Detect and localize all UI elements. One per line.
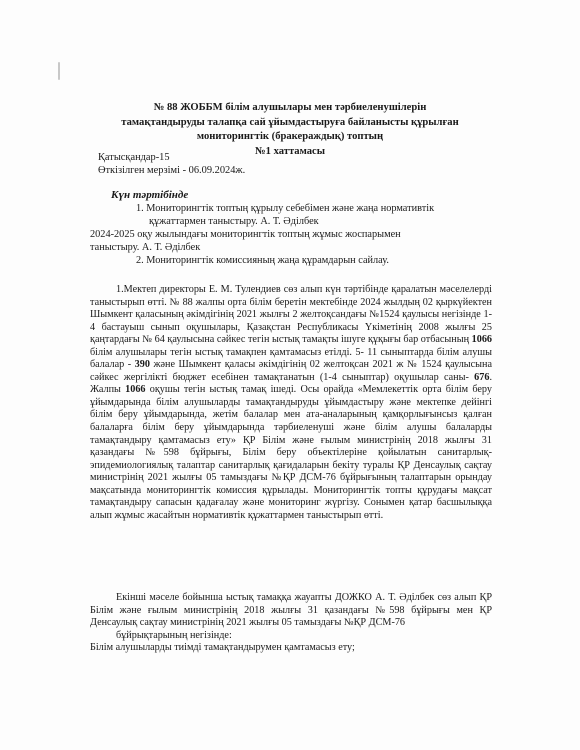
agenda-plan-line-cont: таныстыру. А. Т. Әділбек — [90, 242, 201, 253]
paragraph-4: Білім алушыларды тиімді тамақтандырумен қамтамасыз ету; — [90, 642, 355, 654]
count-total: 1066 — [125, 384, 146, 396]
paragraph-2: Екінші мәселе бойынша ыстық тамаққа жауапты ДОЖКО А. Т. Әділбек сөз алып ҚР Білім және ғылым министрінің 2018 жылғы 31 қазандағы №598 бұйрығы мен ҚР Денсаулық сақтау министрінің 2021 жылғы 05 тамыздағы №ҚР ДСМ-76 — [90, 592, 492, 629]
agenda-item-1: 1. Мониторингтік топтың құрылу себебімен және жаңа нормативтік — [136, 203, 435, 214]
agenda-item-2: 2. Мониторингтік комиссияның жаңа құрамдарын сайлау. — [136, 255, 389, 266]
title-line-2: тамақтандыруды талапқа сай ұйымдастыруға байланысты құрылған — [121, 116, 459, 128]
count-1-4: 676 — [474, 371, 490, 383]
punch-hole-mark — [58, 62, 60, 80]
title-line-4: №1 хаттамасы — [254, 145, 326, 157]
count-free-meals: 1066 — [471, 334, 492, 346]
paragraph-1: 1.Мектеп директоры Е. М. Тулендиев сөз алып күн тәртібінде қаралатын мәселелерді таныстырып өтті. № 88 жалпы орта білім беретін мектебінде 2024 жылдың 02 қыркүйектен Шымкент қаласының әкімдігінің 2021 жылғы 2 желтоқсандағы №1524 қаулысы негізінде 1-4 бастауыш сынып оқушылары, Қазақстан Республикасы Үкіметінің 2008 жылғы 25 қаңтардағы № 64 қаулысына сәйкес тегін ыстық тамақты ішуге құқығы бар отбасының 1066 білім алушылары тегін ыстық тамақпен қамтамасыз етілді. 5- 11 сыныптарда білім алушы балалар - 390 және Шымкент қаласы әкімдігінің 02 желтоқсан 2021 ж № 1524 қаулысына сәйкес жергілікті бюджет есебінен тамақтанатын (1-4 сыныптар) оқушылар саны- 676. Жалпы 1066 оқушы тегін ыстық тамақ ішеді. Осы орайда «Мемлекеттік орта білім беру ұйымдарында білім алушыларды тамақтандыруды ұйымдастыру және мектепке дейінгі білім беру ұйымдарында, жетім балалар мен ата-аналарының қамқорлығынсыз қалған балаларға білім беру ұйымдарында тәрбиеленуші және білім алушы балаларды тамақтандыру қамтамасыз ету» ҚР Білім және ғылым министрінің 2018 жылғы 31 қазандағы №598 бұйрығы, Білім беру объектілеріне қойылатын санитарлық-эпидемиологиялық талаптар санитарлық қағидаларын бекіту туралы ҚР Денсаулық сақтау министрінің 2021 жылғы 05 тамыздағы №ҚР ДСМ-76 бұйрығының талаптарын орындау мақсатында мониторингтік комиссия құрылады. Мониторингтік топты құрудағы мақсат тамақтандыру сапасын қадағалау және мониторинг жүргізу. Сонымен қатар басшылыққа алып жұмыс жасайтын нормативтік құжаттармен таныстырып өтті. — [90, 284, 492, 521]
meta-block — [98, 152, 245, 177]
minutes-tail — [90, 592, 492, 655]
agenda-item-1-cont: құжаттармен таныстыру. А. Т. Әділбек — [149, 216, 319, 227]
minutes-body — [90, 284, 492, 522]
participants-count: Қатысқандар-15 — [98, 152, 170, 163]
paragraph-3: бұйрықтарының негізінде: — [116, 629, 232, 641]
title-line-3: мониторингтік (бракераждық) топтың — [196, 131, 384, 143]
agenda-plan-line: 2024-2025 оқу жылындағы мониторингтік топтың жұмыс жоспарымен — [90, 229, 401, 240]
document-title — [105, 101, 475, 159]
meeting-date: Өткізілген мерзімі - 06.09.2024ж. — [98, 164, 246, 176]
count-5-11: 390 — [134, 359, 150, 371]
agenda-heading: Күн тәртібінде — [111, 189, 189, 201]
title-line-1: № 88 ЖОББМ білім алушылары мен тәрбиеленушілерін — [153, 102, 427, 113]
